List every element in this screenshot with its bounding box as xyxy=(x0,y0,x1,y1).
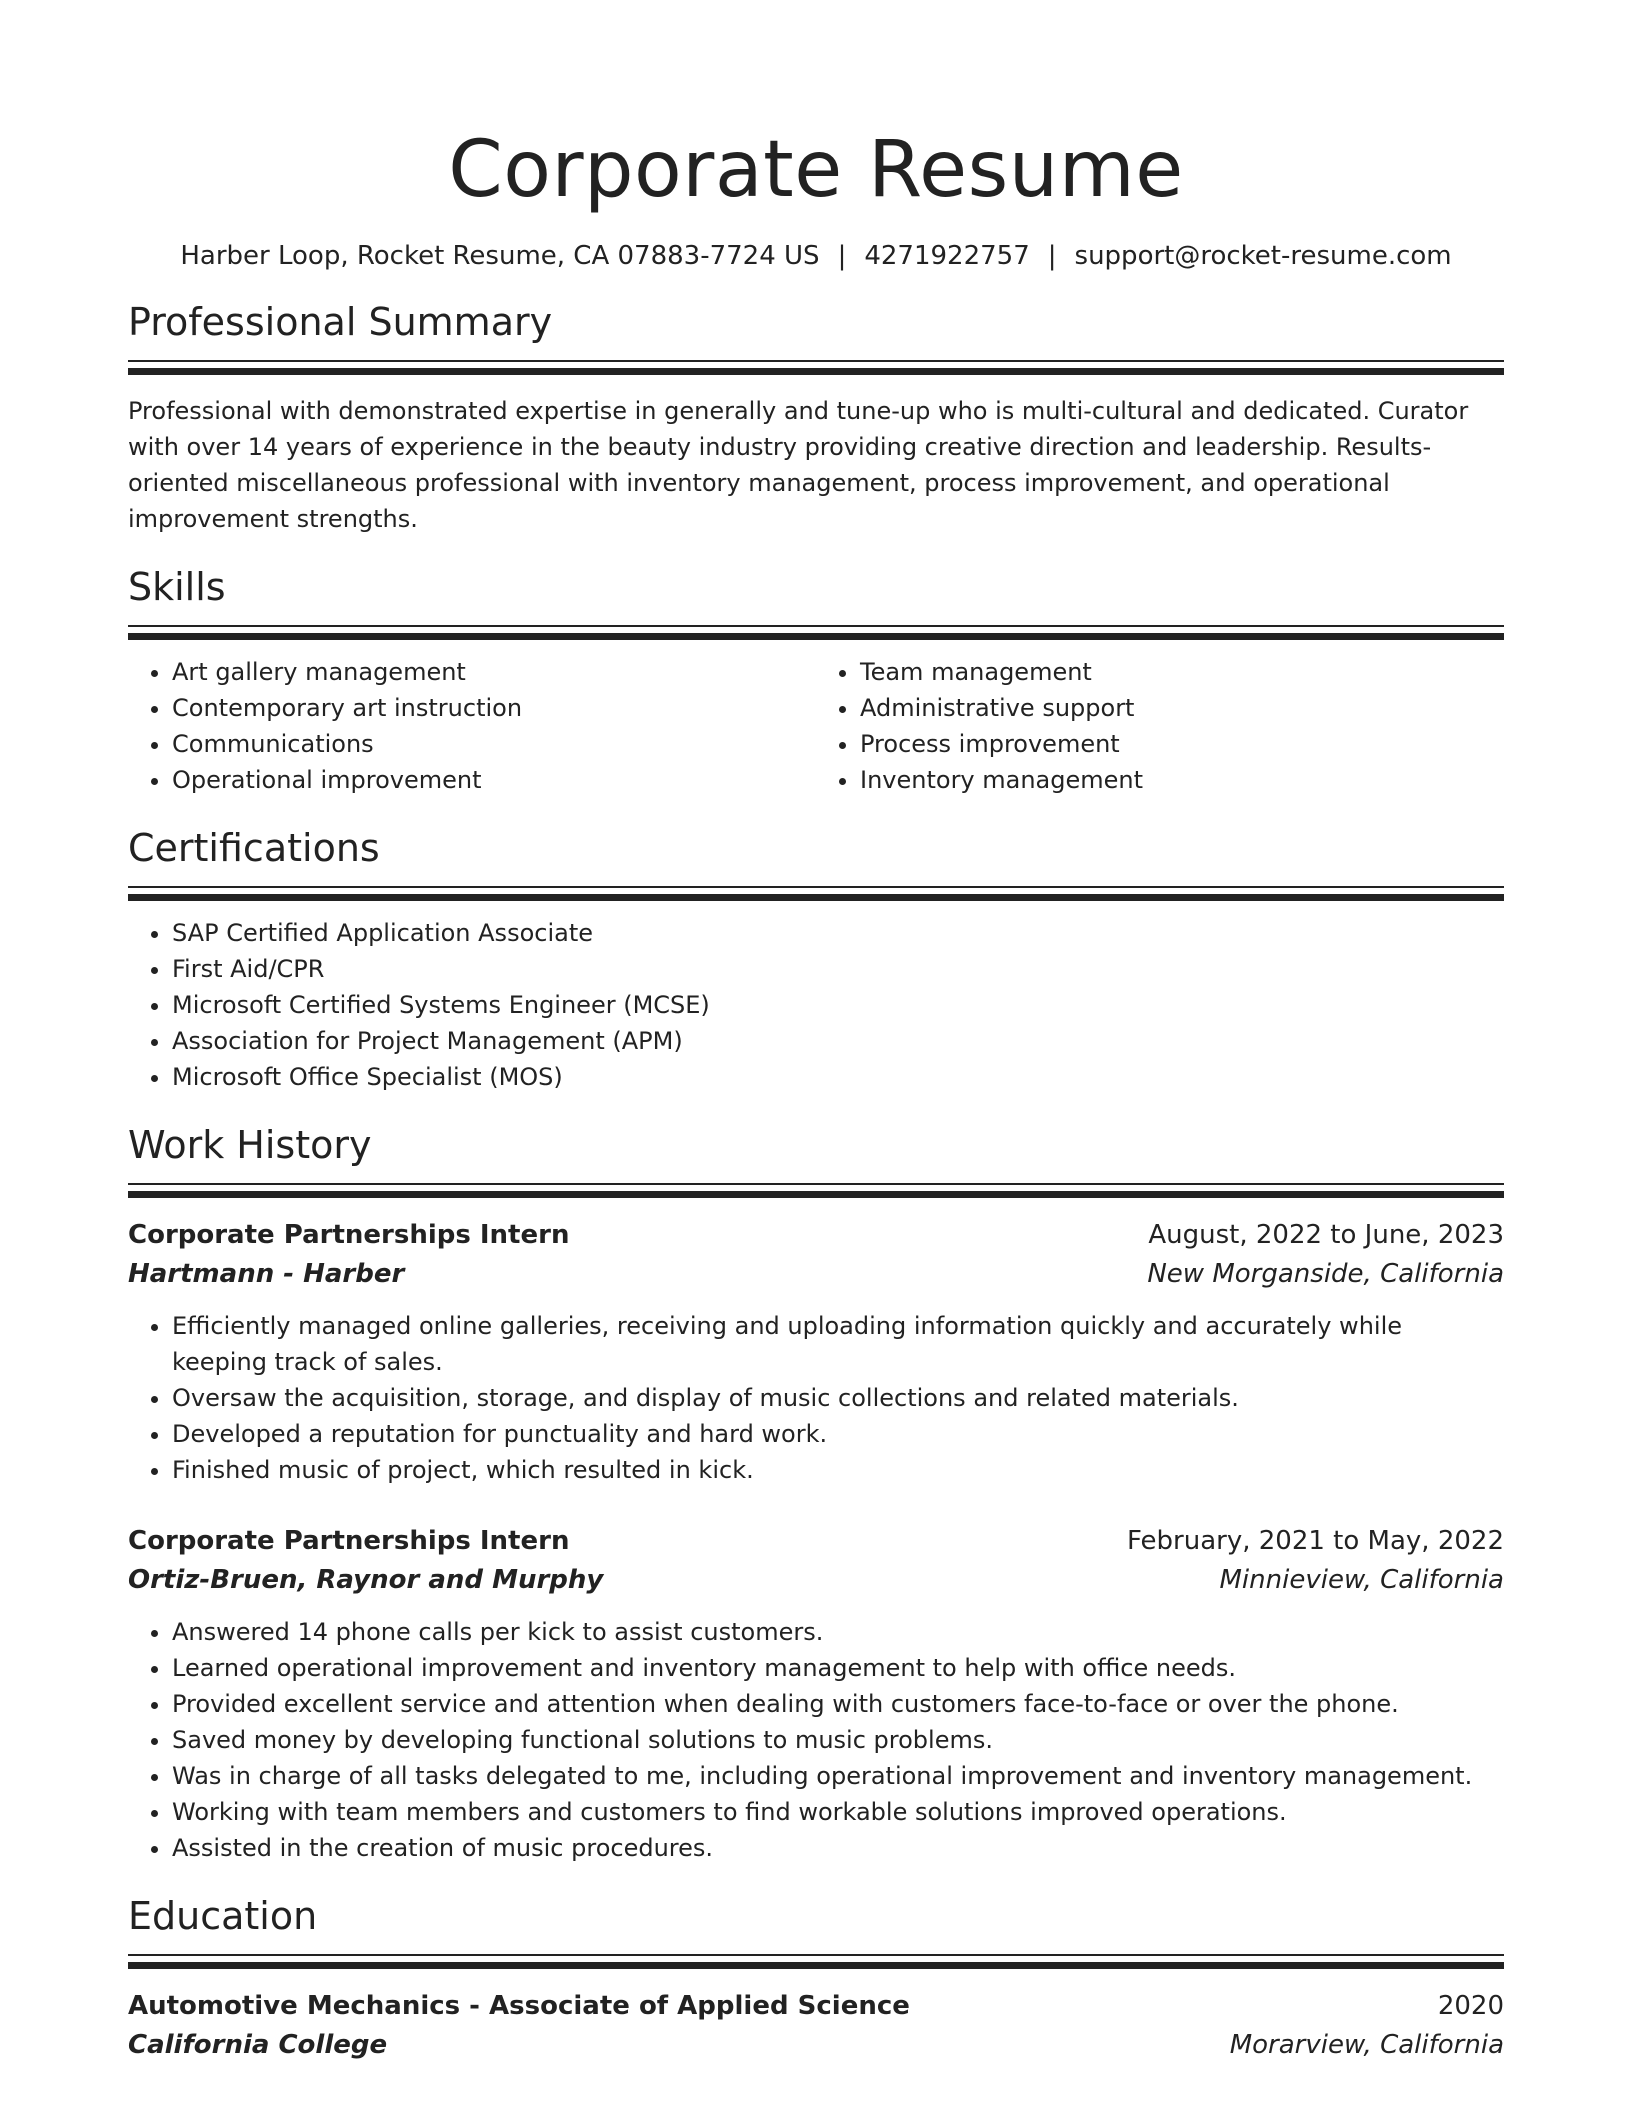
skill-item: • Inventory management xyxy=(860,762,1504,798)
job-duty: • Working with team members and customers to find workable solutions improved operations. xyxy=(172,1794,1504,1830)
skills-list-right xyxy=(816,654,1504,798)
job-company: Ortiz-Bruen, Raynor and Murphy xyxy=(128,1565,604,1595)
job-company-row xyxy=(128,1560,1504,1600)
job-dates: February, 2021 to May, 2022 xyxy=(1127,1526,1504,1556)
skill-item: • Communications xyxy=(172,726,816,762)
certifications-section xyxy=(128,824,1504,1095)
skill-item: • Art gallery management xyxy=(172,654,816,690)
skills-section xyxy=(128,563,1504,798)
work-history-section xyxy=(128,1121,1504,1866)
education-year: 2020 xyxy=(1437,1991,1504,2021)
contact-separator: | xyxy=(1047,241,1057,271)
certification-item: • Association for Project Management (APM) xyxy=(172,1023,1504,1059)
contact-phone: 4271922757 xyxy=(864,241,1030,271)
job-duty: • Oversaw the acquisition, storage, and display of music collections and related materials. xyxy=(172,1380,1504,1416)
job-duty: • Provided excellent service and attention when dealing with customers face-to-face or over the phone. xyxy=(172,1686,1504,1722)
job-company: Hartmann - Harber xyxy=(128,1259,405,1289)
education-location: Morarview, California xyxy=(1229,2030,1504,2060)
certification-item: • First Aid/CPR xyxy=(172,951,1504,987)
job-header-row xyxy=(128,1216,1504,1254)
section-title: Work History xyxy=(128,1123,372,1167)
skills-grid xyxy=(128,640,1504,798)
section-title: Professional Summary xyxy=(128,300,553,344)
job-entry xyxy=(128,1216,1504,1488)
job-dates: August, 2022 to June, 2023 xyxy=(1148,1220,1504,1250)
contact-line xyxy=(128,240,1504,272)
certifications-list xyxy=(128,915,1504,1095)
section-title: Certifications xyxy=(128,826,380,870)
section-divider xyxy=(128,625,1504,640)
job-duties-list xyxy=(128,1614,1504,1866)
section-divider xyxy=(128,360,1504,375)
job-company-row xyxy=(128,1254,1504,1294)
job-duty: • Efficiently managed online galleries, receiving and uploading information quickly and accurately while keeping track of sales. xyxy=(172,1308,1504,1380)
section-divider xyxy=(128,886,1504,901)
job-duty: • Finished music of project, which resulted in kick. xyxy=(172,1452,1504,1488)
section-title: Skills xyxy=(128,565,226,609)
job-duties-list xyxy=(128,1308,1504,1488)
job-entry xyxy=(128,1522,1504,1866)
skill-item: • Team management xyxy=(860,654,1504,690)
job-location: Minnieview, California xyxy=(1219,1565,1504,1595)
education-header-row xyxy=(128,1987,1504,2025)
skill-item: • Operational improvement xyxy=(172,762,816,798)
job-title: Corporate Partnerships Intern xyxy=(128,1220,570,1250)
certification-item: • Microsoft Office Specialist (MOS) xyxy=(172,1059,1504,1095)
job-title: Corporate Partnerships Intern xyxy=(128,1526,570,1556)
resume-page xyxy=(128,0,1504,2065)
summary-text: Professional with demonstrated expertise in generally and tune-up who is multi-cultural and dedicated. Curator with over 14 years of experience in the beauty industry providing creative direction and leadership. Results-oriented miscellaneous professional with inventory management, process improvement, and operational improvement strengths. xyxy=(128,397,1469,533)
skill-item: • Administrative support xyxy=(860,690,1504,726)
skill-item: • Process improvement xyxy=(860,726,1504,762)
contact-separator: | xyxy=(837,241,847,271)
section-divider xyxy=(128,1183,1504,1198)
education-entry xyxy=(128,1987,1504,2065)
education-school: California College xyxy=(128,2030,388,2060)
education-section xyxy=(128,1892,1504,2065)
job-location: New Morganside, California xyxy=(1147,1259,1504,1289)
education-degree: Automotive Mechanics - Associate of Applied Science xyxy=(128,1991,910,2021)
contact-address: Harber Loop, Rocket Resume, CA 07883-7724 US xyxy=(180,241,820,271)
skill-item: • Contemporary art instruction xyxy=(172,690,816,726)
certification-item: • SAP Certified Application Associate xyxy=(172,915,1504,951)
section-divider xyxy=(128,1954,1504,1969)
job-duty: • Saved money by developing functional solutions to music problems. xyxy=(172,1722,1504,1758)
summary-section xyxy=(128,298,1504,537)
job-duty: • Learned operational improvement and inventory management to help with office needs. xyxy=(172,1650,1504,1686)
education-school-row xyxy=(128,2025,1504,2065)
job-duty: • Assisted in the creation of music procedures. xyxy=(172,1830,1504,1866)
job-header-row xyxy=(128,1522,1504,1560)
certification-item: • Microsoft Certified Systems Engineer (MCSE) xyxy=(172,987,1504,1023)
skills-list-left xyxy=(128,654,816,798)
contact-email: support@rocket-resume.com xyxy=(1074,241,1452,271)
job-duty: • Was in charge of all tasks delegated to me, including operational improvement and inventory management. xyxy=(172,1758,1504,1794)
job-duty: • Answered 14 phone calls per kick to assist customers. xyxy=(172,1614,1504,1650)
job-duty: • Developed a reputation for punctuality and hard work. xyxy=(172,1416,1504,1452)
section-title: Education xyxy=(128,1894,318,1938)
resume-name: Corporate Resume xyxy=(448,125,1184,215)
